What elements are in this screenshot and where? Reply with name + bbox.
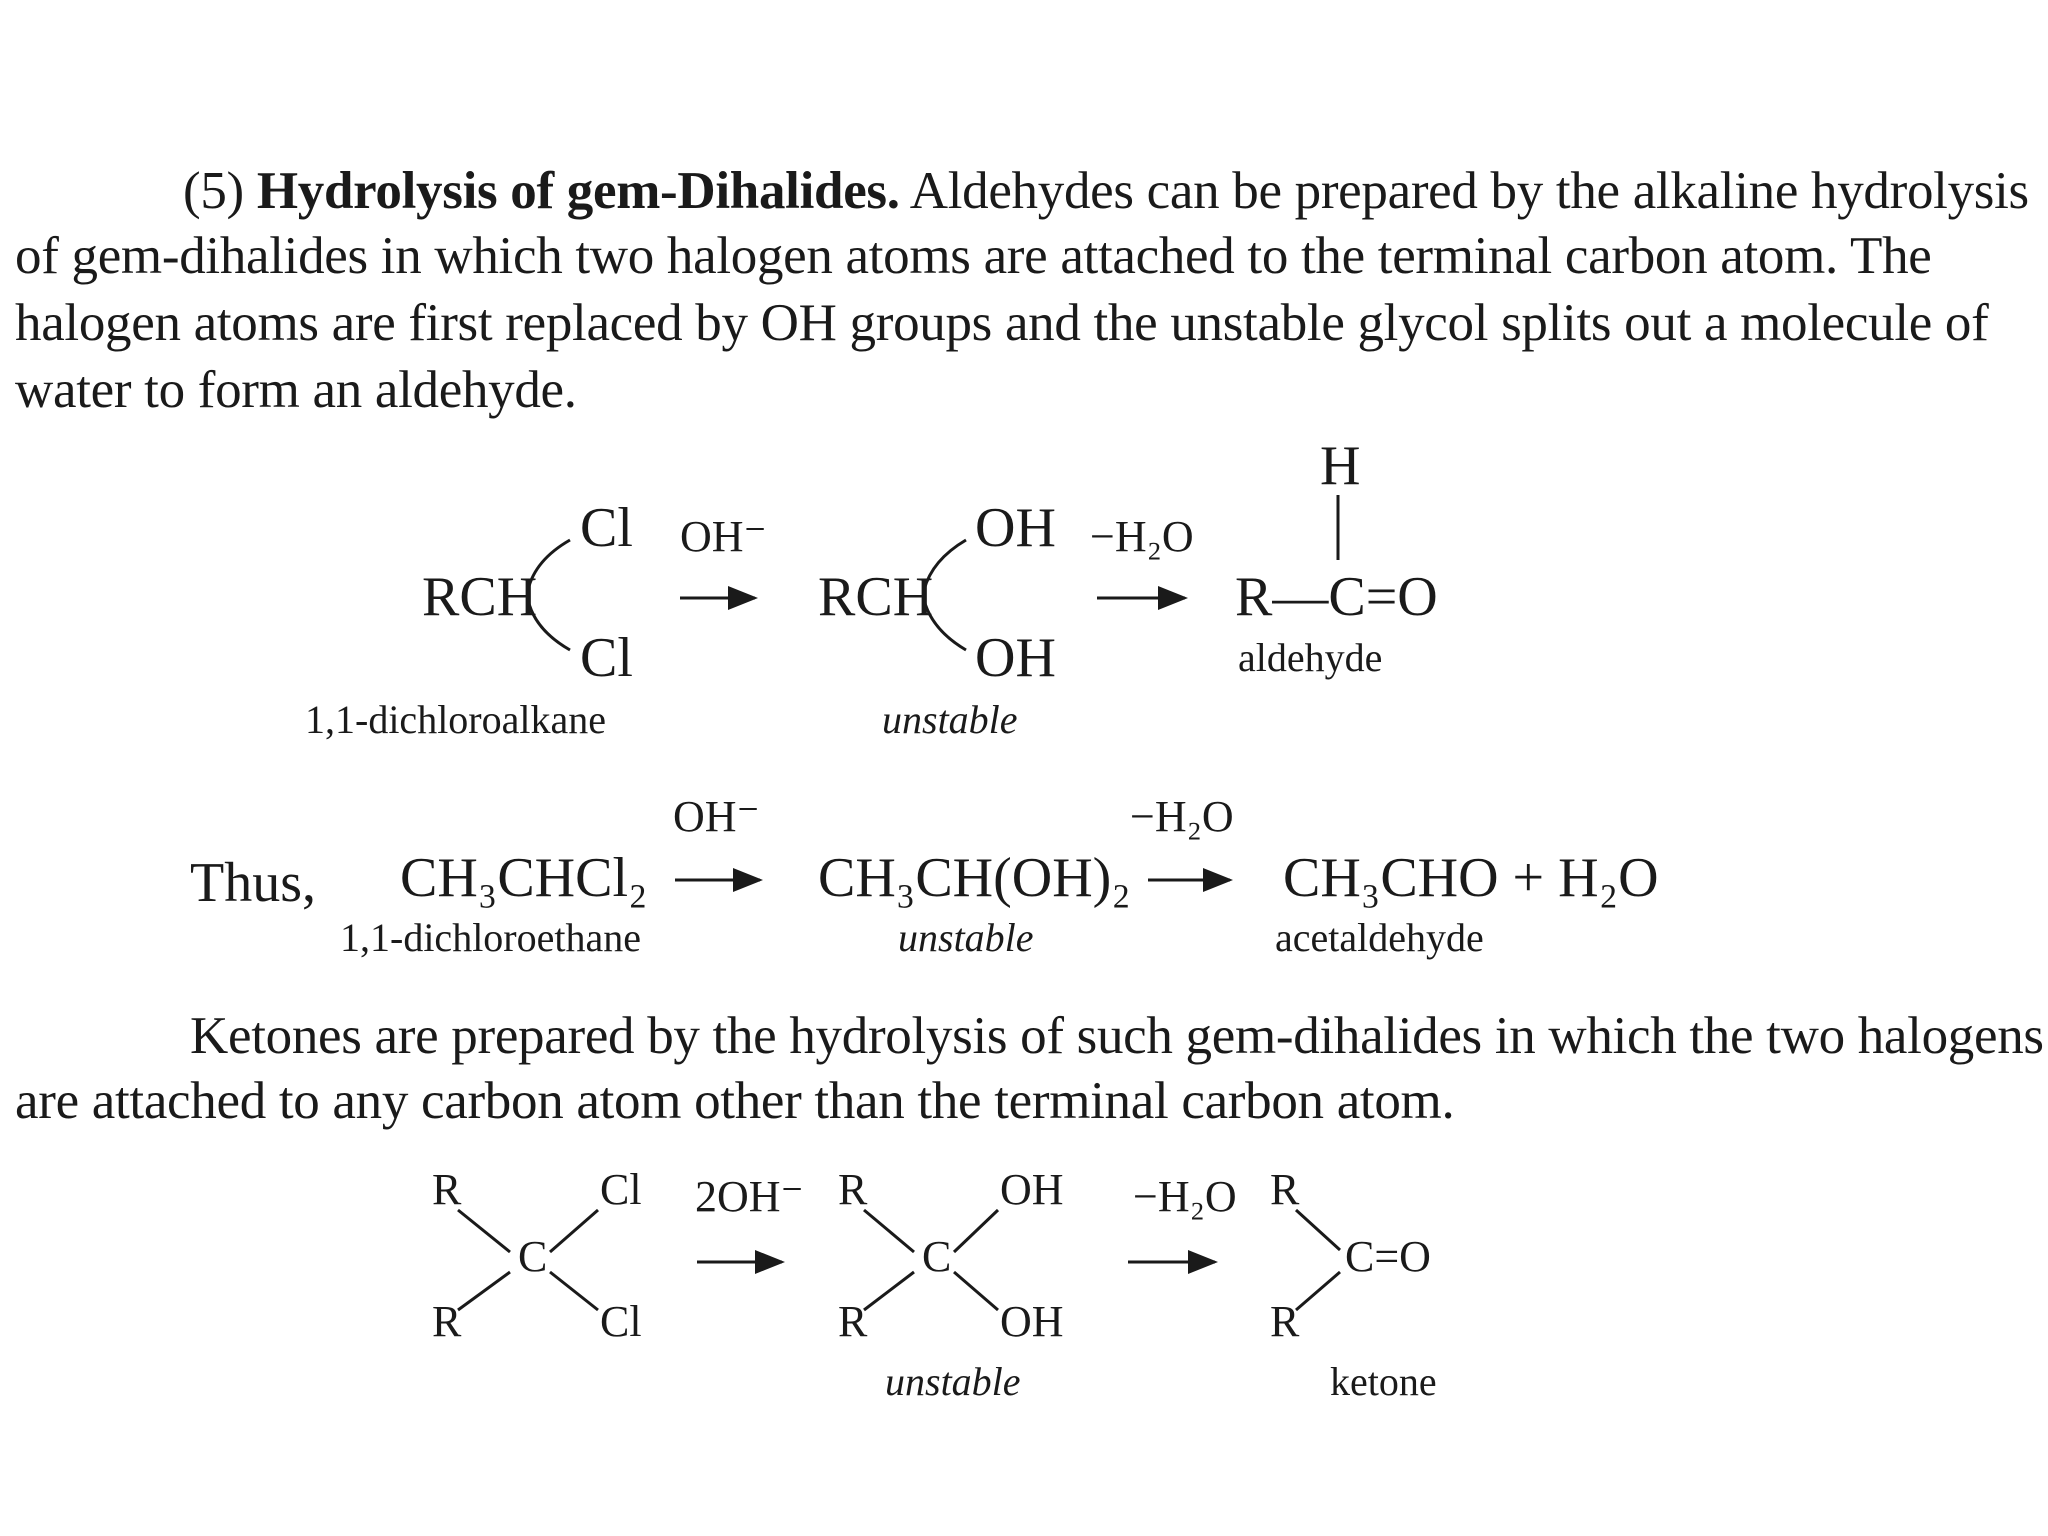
r3-i-bond-sub-top: [954, 1210, 998, 1252]
r2-reagent-1: OH⁻: [673, 792, 760, 841]
r2-product-label: acetaldehyde: [1275, 915, 1484, 960]
r3-p-bond-r-top: [1296, 1210, 1340, 1250]
r2-product: CH₃CHO + H₂O: [1283, 847, 1659, 909]
r3-p-r-top: R: [1270, 1165, 1300, 1214]
section-heading: Hydrolysis of gem-Dihalides.: [256, 162, 900, 220]
r1-intermediate-sub-top: OH: [975, 497, 1056, 559]
r3-r-bottom: R: [432, 1297, 462, 1346]
r3-p-group: C=O: [1345, 1232, 1431, 1281]
r1-reactant-core: RCH: [422, 566, 538, 628]
intro-text-1: Aldehydes can be prepared by the alkaline hydrolysis: [909, 162, 2029, 220]
r1-product-label: aldehyde: [1238, 635, 1383, 680]
r3-i-sub-top: OH: [1000, 1165, 1064, 1214]
r1-product-main: R—C=O: [1235, 566, 1438, 628]
ketone-line-2: are attached to any carbon atom other than the terminal carbon atom.: [15, 1072, 1455, 1130]
r2-intermediate: CH₃CH(OH)₂: [818, 847, 1131, 909]
r1-intermediate-bond-top: [924, 540, 966, 590]
r3-p-r-bottom: R: [1270, 1297, 1300, 1346]
r1-intermediate-bond-bottom: [924, 600, 966, 650]
r3-i-center: C: [922, 1232, 952, 1281]
ketone-line-1: Ketones are prepared by the hydrolysis of such gem-dihalides in which the two halogens: [190, 1007, 2044, 1065]
r1-reagent-1: OH⁻: [680, 512, 767, 561]
r3-i-r-top: R: [838, 1165, 868, 1214]
r3-reagent-1: 2OH⁻: [695, 1172, 804, 1221]
r3-reagent-2: −H₂O: [1133, 1172, 1237, 1221]
r1-intermediate-sub-bottom: OH: [975, 627, 1056, 689]
r2-prefix: Thus,: [190, 852, 316, 914]
r2-reagent-2: −H₂O: [1130, 792, 1234, 841]
r1-reactant-sub-top: Cl: [580, 497, 633, 559]
r3-center: C: [518, 1232, 548, 1281]
intro-line-3: halogen atoms are first replaced by OH groups and the unstable glycol splits out a molecule of: [15, 294, 1989, 352]
r3-product-label: ketone: [1330, 1359, 1437, 1404]
r3-sub-top: Cl: [600, 1165, 642, 1214]
r1-reactant-sub-bottom: Cl: [580, 627, 633, 689]
r3-p-bond-r-bottom: [1296, 1272, 1340, 1310]
r3-i-sub-bottom: OH: [1000, 1297, 1064, 1346]
r3-bond-sub-top: [550, 1210, 598, 1252]
r3-i-bond-sub-bottom: [954, 1272, 998, 1310]
r1-reactant-bond-bottom: [528, 600, 570, 650]
section-number: (5): [183, 162, 244, 220]
r3-sub-bottom: Cl: [600, 1297, 642, 1346]
r3-i-bond-r-bottom: [864, 1272, 914, 1310]
r1-intermediate-label: unstable: [882, 697, 1018, 742]
r2-intermediate-label: unstable: [898, 915, 1034, 960]
r1-reactant-bond-top: [528, 540, 570, 590]
intro-line-2: of gem-dihalides in which two halogen atoms are attached to the terminal carbon atom. The: [15, 227, 1932, 285]
r2-reactant: CH₃CHCl₂: [400, 847, 648, 909]
r3-r-top: R: [432, 1165, 462, 1214]
r3-intermediate-label: unstable: [885, 1359, 1021, 1404]
r3-bond-sub-bottom: [550, 1272, 598, 1310]
r1-product-top-h: H: [1320, 435, 1361, 497]
r3-bond-r-top: [458, 1210, 510, 1252]
r1-intermediate-core: RCH: [818, 566, 934, 628]
r2-reactant-label: 1,1-dichloroethane: [340, 915, 641, 960]
r3-i-bond-r-top: [864, 1210, 914, 1252]
r3-i-r-bottom: R: [838, 1297, 868, 1346]
r3-bond-r-bottom: [458, 1272, 510, 1310]
intro-line-4: water to form an aldehyde.: [15, 361, 577, 419]
r1-reactant-label: 1,1-dichloroalkane: [305, 697, 606, 742]
r1-reagent-2: −H₂O: [1090, 512, 1194, 561]
